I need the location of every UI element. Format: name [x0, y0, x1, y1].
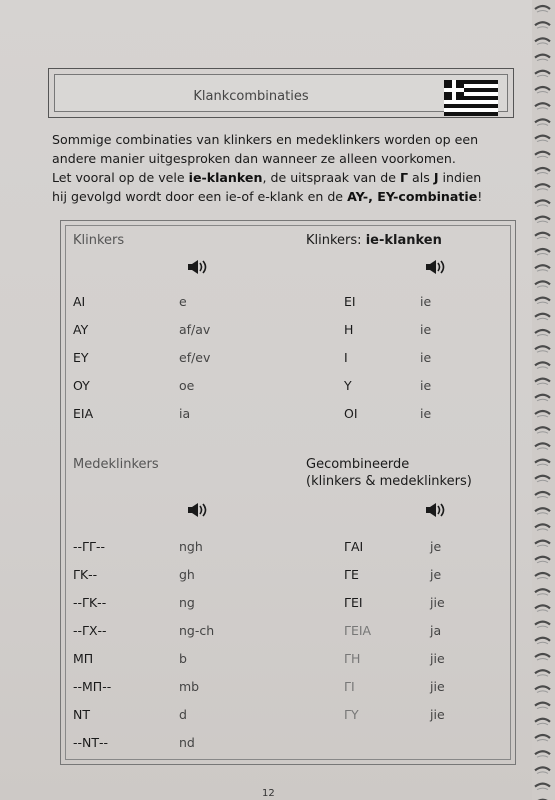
gecombineerde-pronunciation: je: [430, 539, 442, 554]
title-box: [48, 68, 514, 118]
medeklinkers-grapheme: --ΜΠ--: [73, 679, 112, 694]
klinkers-pronunciation: af/av: [179, 322, 211, 337]
ieklanken-pronunciation: ie: [420, 406, 432, 421]
klinkers-grapheme: EIA: [73, 406, 94, 421]
spiral-binding: [532, 0, 555, 800]
ieklanken-pronunciation: ie: [420, 350, 432, 365]
gecombineerde-pronunciation: jie: [430, 707, 445, 722]
ieklanken-grapheme: H: [344, 322, 354, 337]
medeklinkers-grapheme: ΓΚ--: [73, 567, 98, 582]
speaker-icon[interactable]: [424, 502, 446, 518]
medeklinkers-pronunciation: mb: [179, 679, 200, 694]
medeklinkers-grapheme: --ΓΧ--: [73, 623, 107, 638]
ieklanken-pronunciation: ie: [420, 294, 432, 309]
klinkers-pronunciation: e: [179, 294, 187, 309]
gecombineerde-heading: Gecombineerde: [306, 457, 410, 472]
klinkers-pronunciation: ef/ev: [179, 350, 211, 365]
klinkers-heading: Klinkers: [73, 233, 125, 248]
medeklinkers-pronunciation: b: [179, 651, 187, 666]
greek-flag-icon: [443, 80, 499, 116]
gecombineerde-pronunciation: jie: [430, 651, 445, 666]
gecombineerde-grapheme: ΓΕ: [344, 567, 359, 582]
medeklinkers-grapheme: ΝΤ: [73, 707, 90, 722]
medeklinkers-pronunciation: gh: [179, 567, 195, 582]
ieklanken-grapheme: Y: [344, 378, 352, 393]
speaker-icon[interactable]: [424, 259, 446, 275]
page-title: Klankcombinaties: [193, 89, 309, 104]
pronunciation-table: [60, 220, 516, 765]
gecombineerde-pronunciation: je: [430, 567, 442, 582]
ieklanken-grapheme: I: [344, 350, 348, 365]
gecombineerde-subheading: (klinkers & medeklinkers): [306, 474, 472, 489]
klinkers-grapheme: EY: [73, 350, 89, 365]
medeklinkers-grapheme: --ΓΚ--: [73, 595, 107, 610]
ieklanken-heading: Klinkers: ie-klanken: [306, 233, 442, 248]
klinkers-grapheme: AI: [73, 294, 86, 309]
klinkers-grapheme: AY: [73, 322, 89, 337]
speaker-icon[interactable]: [186, 502, 208, 518]
medeklinkers-grapheme: ΜΠ: [73, 651, 94, 666]
medeklinkers-pronunciation: ng-ch: [179, 623, 215, 638]
page-number: 12: [262, 788, 275, 799]
medeklinkers-heading: Medeklinkers: [73, 457, 159, 472]
klinkers-pronunciation: oe: [179, 378, 195, 393]
medeklinkers-pronunciation: d: [179, 707, 187, 722]
gecombineerde-grapheme: ΓΗ: [344, 651, 361, 666]
intro-text: Sommige combinaties van klinkers en medeklinkers worden op een andere manier uitgesproken dan wanneer ze alleen voorkomen. Let vooral op de vele ie-klanken, de uitspraak van de Γ als J indien hij gevolgd wordt door een ie-of e-klank en de AY-, EY-combinatie!: [52, 132, 483, 204]
speaker-icon[interactable]: [186, 259, 208, 275]
gecombineerde-grapheme: ΓΙ: [344, 679, 355, 694]
gecombineerde-pronunciation: ja: [430, 623, 442, 638]
klinkers-pronunciation: ia: [179, 406, 191, 421]
medeklinkers-pronunciation: nd: [179, 735, 195, 750]
gecombineerde-grapheme: ΓΕΙ: [344, 595, 363, 610]
klinkers-grapheme: OY: [73, 378, 90, 393]
gecombineerde-grapheme: ΓΑΙ: [344, 539, 364, 554]
ieklanken-grapheme: EI: [344, 294, 356, 309]
gecombineerde-grapheme: ΓΕΙΑ: [344, 623, 372, 638]
ieklanken-pronunciation: ie: [420, 322, 432, 337]
ieklanken-grapheme: OI: [344, 406, 358, 421]
gecombineerde-pronunciation: jie: [430, 679, 445, 694]
ieklanken-pronunciation: ie: [420, 378, 432, 393]
medeklinkers-grapheme: --ΓΓ--: [73, 539, 105, 554]
medeklinkers-grapheme: --ΝΤ--: [73, 735, 109, 750]
medeklinkers-pronunciation: ngh: [179, 539, 203, 554]
gecombineerde-grapheme: ΓΥ: [344, 707, 359, 722]
gecombineerde-pronunciation: jie: [430, 595, 445, 610]
medeklinkers-pronunciation: ng: [179, 595, 195, 610]
